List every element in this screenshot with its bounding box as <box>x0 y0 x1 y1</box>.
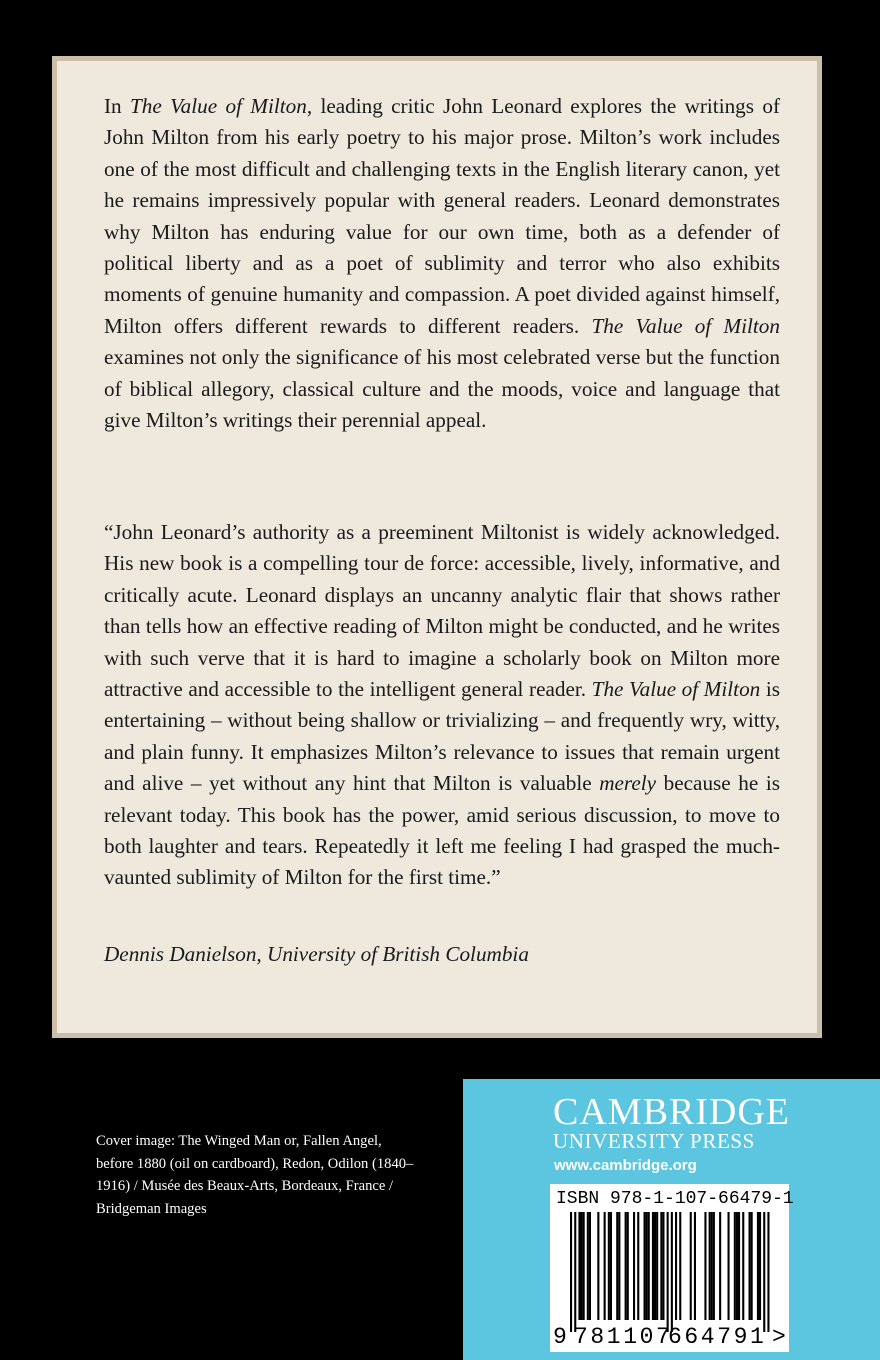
barcode-bar <box>597 1212 599 1320</box>
barcode-bar <box>709 1212 711 1320</box>
book-title-italic: The Value of Milton <box>129 94 307 118</box>
barcode-bar <box>610 1212 612 1320</box>
barcode-bar <box>587 1212 589 1320</box>
barcode-bar <box>660 1212 662 1320</box>
barcode-bar <box>759 1212 761 1320</box>
barcode-bar <box>736 1212 738 1320</box>
barcode-arrow: > <box>772 1324 786 1350</box>
barcode-bar <box>648 1212 650 1320</box>
barcode-bar <box>742 1212 744 1320</box>
barcode-bar <box>644 1212 646 1320</box>
publisher-url[interactable]: www.cambridge.org <box>554 1157 697 1174</box>
barcode-bar <box>583 1212 585 1320</box>
barcode-bar <box>637 1212 639 1320</box>
publisher-name: CAMBRIDGE <box>553 1091 791 1133</box>
barcode-bar <box>581 1212 583 1320</box>
quote-attribution: Dennis Danielson, University of British Columbia <box>104 942 529 966</box>
barcode-bar <box>751 1212 753 1320</box>
blurb-body: , leading critic John Leonard explores the writings of John Milton from his early poetry to his major prose. Milton’s work includes one of the most difficult and challenging texts in the English literary canon, yet he remains impressively popular with general readers. Leonard demonstrates why Milton has enduring value for our own time, both as a defender of political liberty and as a poet of sublimity and terror who also exhibits moments of genuine humanity and compassion. A poet divided against himself, Milton offers different rewards to different readers. <box>104 94 780 338</box>
barcode-bar <box>646 1212 648 1320</box>
barcode-bar <box>679 1212 681 1320</box>
barcode-bar <box>662 1212 664 1320</box>
barcode-bar <box>719 1212 721 1320</box>
barcode-bar <box>734 1212 736 1320</box>
barcode-bar <box>654 1212 656 1320</box>
quote-part2: is entertaining – without being shallow or trivializing – and frequently wry, witty, and plain funny. It emphasizes Milton’s relevance to issues that remain urgent and alive – yet without any hint that Milton is valuable <box>104 677 780 796</box>
barcode-bar <box>656 1212 658 1320</box>
barcode-guard-bar <box>671 1212 673 1332</box>
barcode-bar <box>616 1212 618 1320</box>
barcode-bar <box>711 1212 713 1320</box>
barcode-bar <box>713 1212 715 1320</box>
barcode-digits-left: 781107 <box>574 1324 673 1350</box>
barcode-bar <box>690 1212 692 1320</box>
barcode-bar <box>625 1212 627 1320</box>
barcode-bar <box>618 1212 620 1320</box>
barcode-bar <box>604 1212 606 1320</box>
barcode-digit-first: 9 <box>553 1324 567 1350</box>
review-quote <box>104 517 780 894</box>
quote-emphasis: merely <box>599 771 657 796</box>
book-description <box>104 91 780 436</box>
barcode-bar <box>728 1212 730 1320</box>
quote-book-title: The Value of Milton <box>591 677 761 702</box>
quote-part3: because he is relevant today. This book has the power, amid serious discussion, to move to both laughter and tears. Repeatedly it left me feeling I had grasped the much-vaunted sublimity of Milton for the first time.” <box>104 771 780 890</box>
blurb-ending: examines not only the significance of his most celebrated verse but the function of biblical allegory, classical culture and the moods, voice and language that give Milton’s writings their perennial appeal. <box>104 345 780 433</box>
barcode-bar <box>738 1212 740 1320</box>
quote-part1: “John Leonard’s authority as a preeminent Miltonist is widely acknowledged. His new book is a compelling tour de force: accessible, lively, informative, and critically acute. Leonard displays an uncanny analytic flair that shows rather than tells how an effective reading of Milton might be conducted, and he writes with such verve that it is hard to imagine a scholarly book on Milton more attractive and accessible to the intelligent general reader. <box>104 520 780 702</box>
barcode-bar <box>749 1212 751 1320</box>
barcode <box>550 1184 794 1352</box>
blurb-panel <box>52 56 822 1038</box>
barcode-bar <box>757 1212 759 1320</box>
barcode-guard-bar <box>667 1212 669 1332</box>
isbn-label: ISBN 978-1-107-66479-1 <box>556 1189 794 1209</box>
barcode-bar <box>608 1212 610 1320</box>
book-title-italic: The Value of Milton <box>591 313 780 338</box>
barcode-bar <box>675 1212 677 1320</box>
barcode-bar <box>627 1212 629 1320</box>
cover-image-credit: Cover image: The Winged Man or, Fallen Angel, before 1880 (oil on cardboard), Redon, Odilon (1840–1916) / Musée des Beaux-Arts, Bordeaux, France / Bridgeman Images <box>96 1133 414 1217</box>
barcode-guard-bar <box>570 1212 572 1332</box>
barcode-guard-bar <box>763 1212 765 1332</box>
barcode-bar <box>578 1212 580 1320</box>
barcode-bar <box>704 1212 706 1320</box>
publisher-block <box>463 1079 880 1360</box>
publisher-subname: UNIVERSITY PRESS <box>553 1129 755 1153</box>
barcode-digits-right: 664791 <box>668 1324 767 1350</box>
barcode-bar <box>694 1212 696 1320</box>
barcode-bar <box>589 1212 591 1320</box>
barcode-guard-bar <box>574 1212 576 1332</box>
blurb-intro: In <box>104 94 130 118</box>
barcode-guard-bar <box>767 1212 769 1332</box>
barcode-bar <box>633 1212 635 1320</box>
barcode-bar <box>652 1212 654 1320</box>
